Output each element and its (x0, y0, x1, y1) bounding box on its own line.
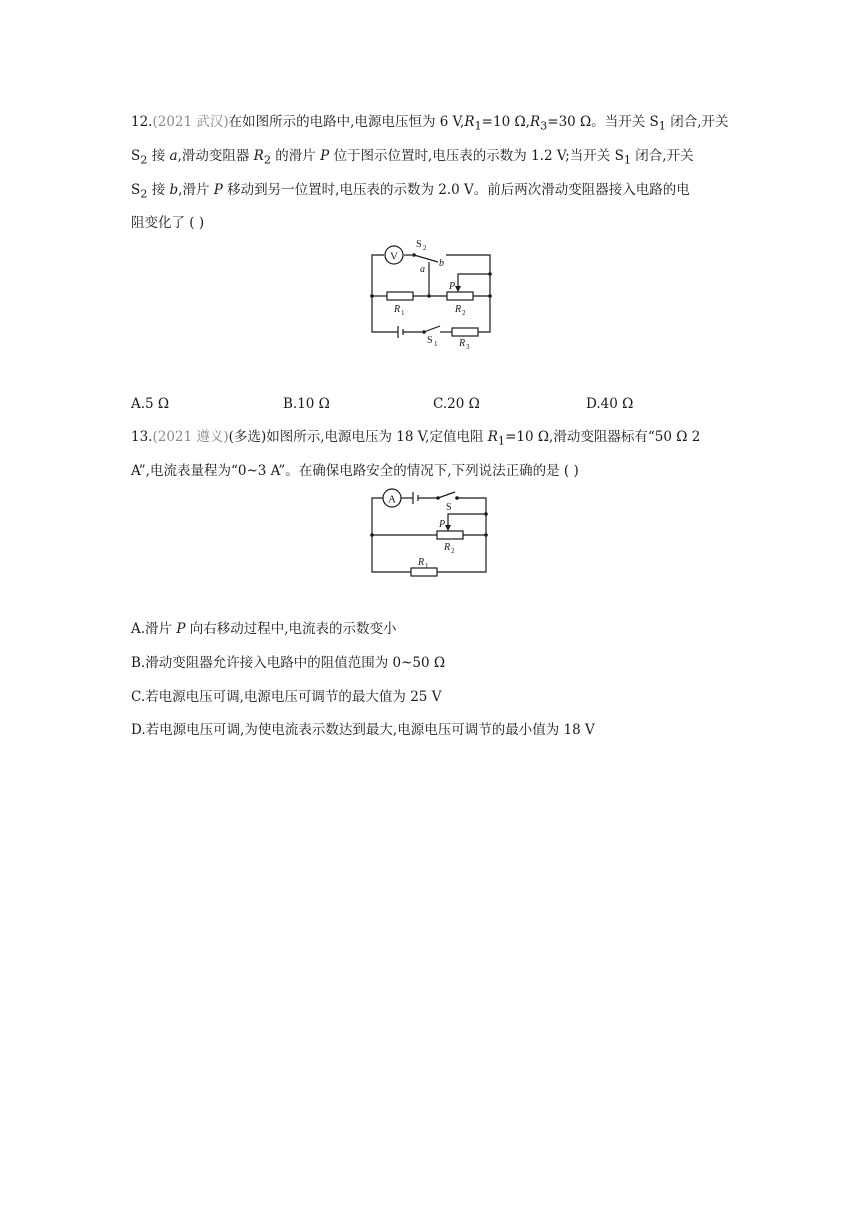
q12-line-1: 12.(2021 武汉)在如图所示的电路中,电源电压恒为 6 $V,R_1=10$ $\Omega,R_3=30$ Ω。当开关 $S_1$ 闭合,开关 (131, 114, 729, 133)
q13-option-d: D.若电源电压可调,为使电流表示数达到最大,电源电压可调节的最小值为 18 V (131, 722, 595, 738)
slider-p-label: P (449, 281, 456, 292)
slider-wire (448, 514, 486, 528)
q13-number: 13. (131, 429, 153, 445)
svg-text:3: 3 (466, 343, 470, 351)
r2-label: R (455, 304, 462, 315)
svg-text:2: 2 (462, 309, 466, 317)
svg-text:1: 1 (425, 562, 429, 570)
svg-text:2: 2 (451, 547, 455, 555)
right-wire (446, 255, 490, 332)
terminal-b-label: b (439, 258, 444, 269)
q13-source: (2021 遵义) (152, 429, 229, 445)
svg-text:2: 2 (423, 244, 427, 252)
slider-arrow-icon (455, 286, 461, 292)
q13-option-c: C.若电源电压可调,电源电压可调节的最大值为 25 V (131, 689, 442, 705)
r2-rheostat (447, 292, 473, 300)
r2-rheostat (437, 531, 463, 539)
terminal-a-label: a (420, 264, 425, 275)
r3-resistor (452, 328, 478, 336)
s1-blade (424, 326, 440, 332)
r1-resistor (387, 292, 413, 300)
s-label: S (446, 502, 452, 513)
q13-option-b: B.滑动变阻器允许接入电路中的阻值范围为 0~50 Ω (131, 655, 446, 671)
r2-label: R (444, 542, 451, 553)
slider-wire (458, 274, 490, 289)
q12-line-4: 阻变化了 ( ) (131, 215, 205, 231)
q12-circuit-diagram (360, 238, 510, 350)
q12-option-a: A.5 Ω (131, 396, 170, 412)
voltmeter-label: V (390, 250, 398, 263)
slider-p-label: P (439, 519, 446, 530)
q12-number: 12. (131, 114, 153, 130)
q12-source: (2021 武汉) (152, 114, 229, 130)
q13-line-1: 13.(2021 遵义)(多选)如图所示,电源电压为 18 V,定值电阻 $R_1=10$ Ω,滑动变阻器标有“50 Ω 2 (131, 429, 701, 448)
q12-line-3: $S_2$ 接 b,滑片 P 移动到另一位置时,电压表的示数为 2.0 V。前后两次滑动变阻器接入电路的电 (131, 182, 690, 201)
s1-label: S (427, 335, 433, 346)
s2-label: S (416, 239, 422, 250)
q13-option-a: A.滑片 P 向右移动过程中,电流表的示数变小 (131, 621, 397, 637)
svg-text:1: 1 (434, 340, 438, 348)
left-wire (372, 255, 401, 332)
q12-option-b: B.10 Ω (283, 396, 330, 412)
s-blade (438, 492, 455, 498)
q12-option-c: C.20 Ω (433, 396, 480, 412)
r1-label: R (418, 557, 425, 568)
svg-text:1: 1 (401, 309, 405, 317)
q13-line-2: A”,电流表量程为“0~3 A”。在确保电路安全的情况下,下列说法正确的是 ( ) (131, 463, 579, 479)
slider-arrow-icon (445, 525, 451, 531)
ammeter-label: A (388, 493, 396, 506)
r3-label: R (459, 338, 466, 349)
r1-label: R (394, 304, 401, 315)
s2-blade (414, 255, 438, 262)
q12-option-d: D.40 Ω (586, 396, 634, 412)
q12-line-2: $S_2$ 接 a,滑动变阻器 $R_2$ 的滑片 P 位于图示位置时,电压表的示数为 1.2 V;当开关 $S_1$ 闭合,开关 (131, 148, 694, 167)
q13-circuit-diagram (362, 486, 498, 578)
r1-resistor (411, 568, 437, 576)
